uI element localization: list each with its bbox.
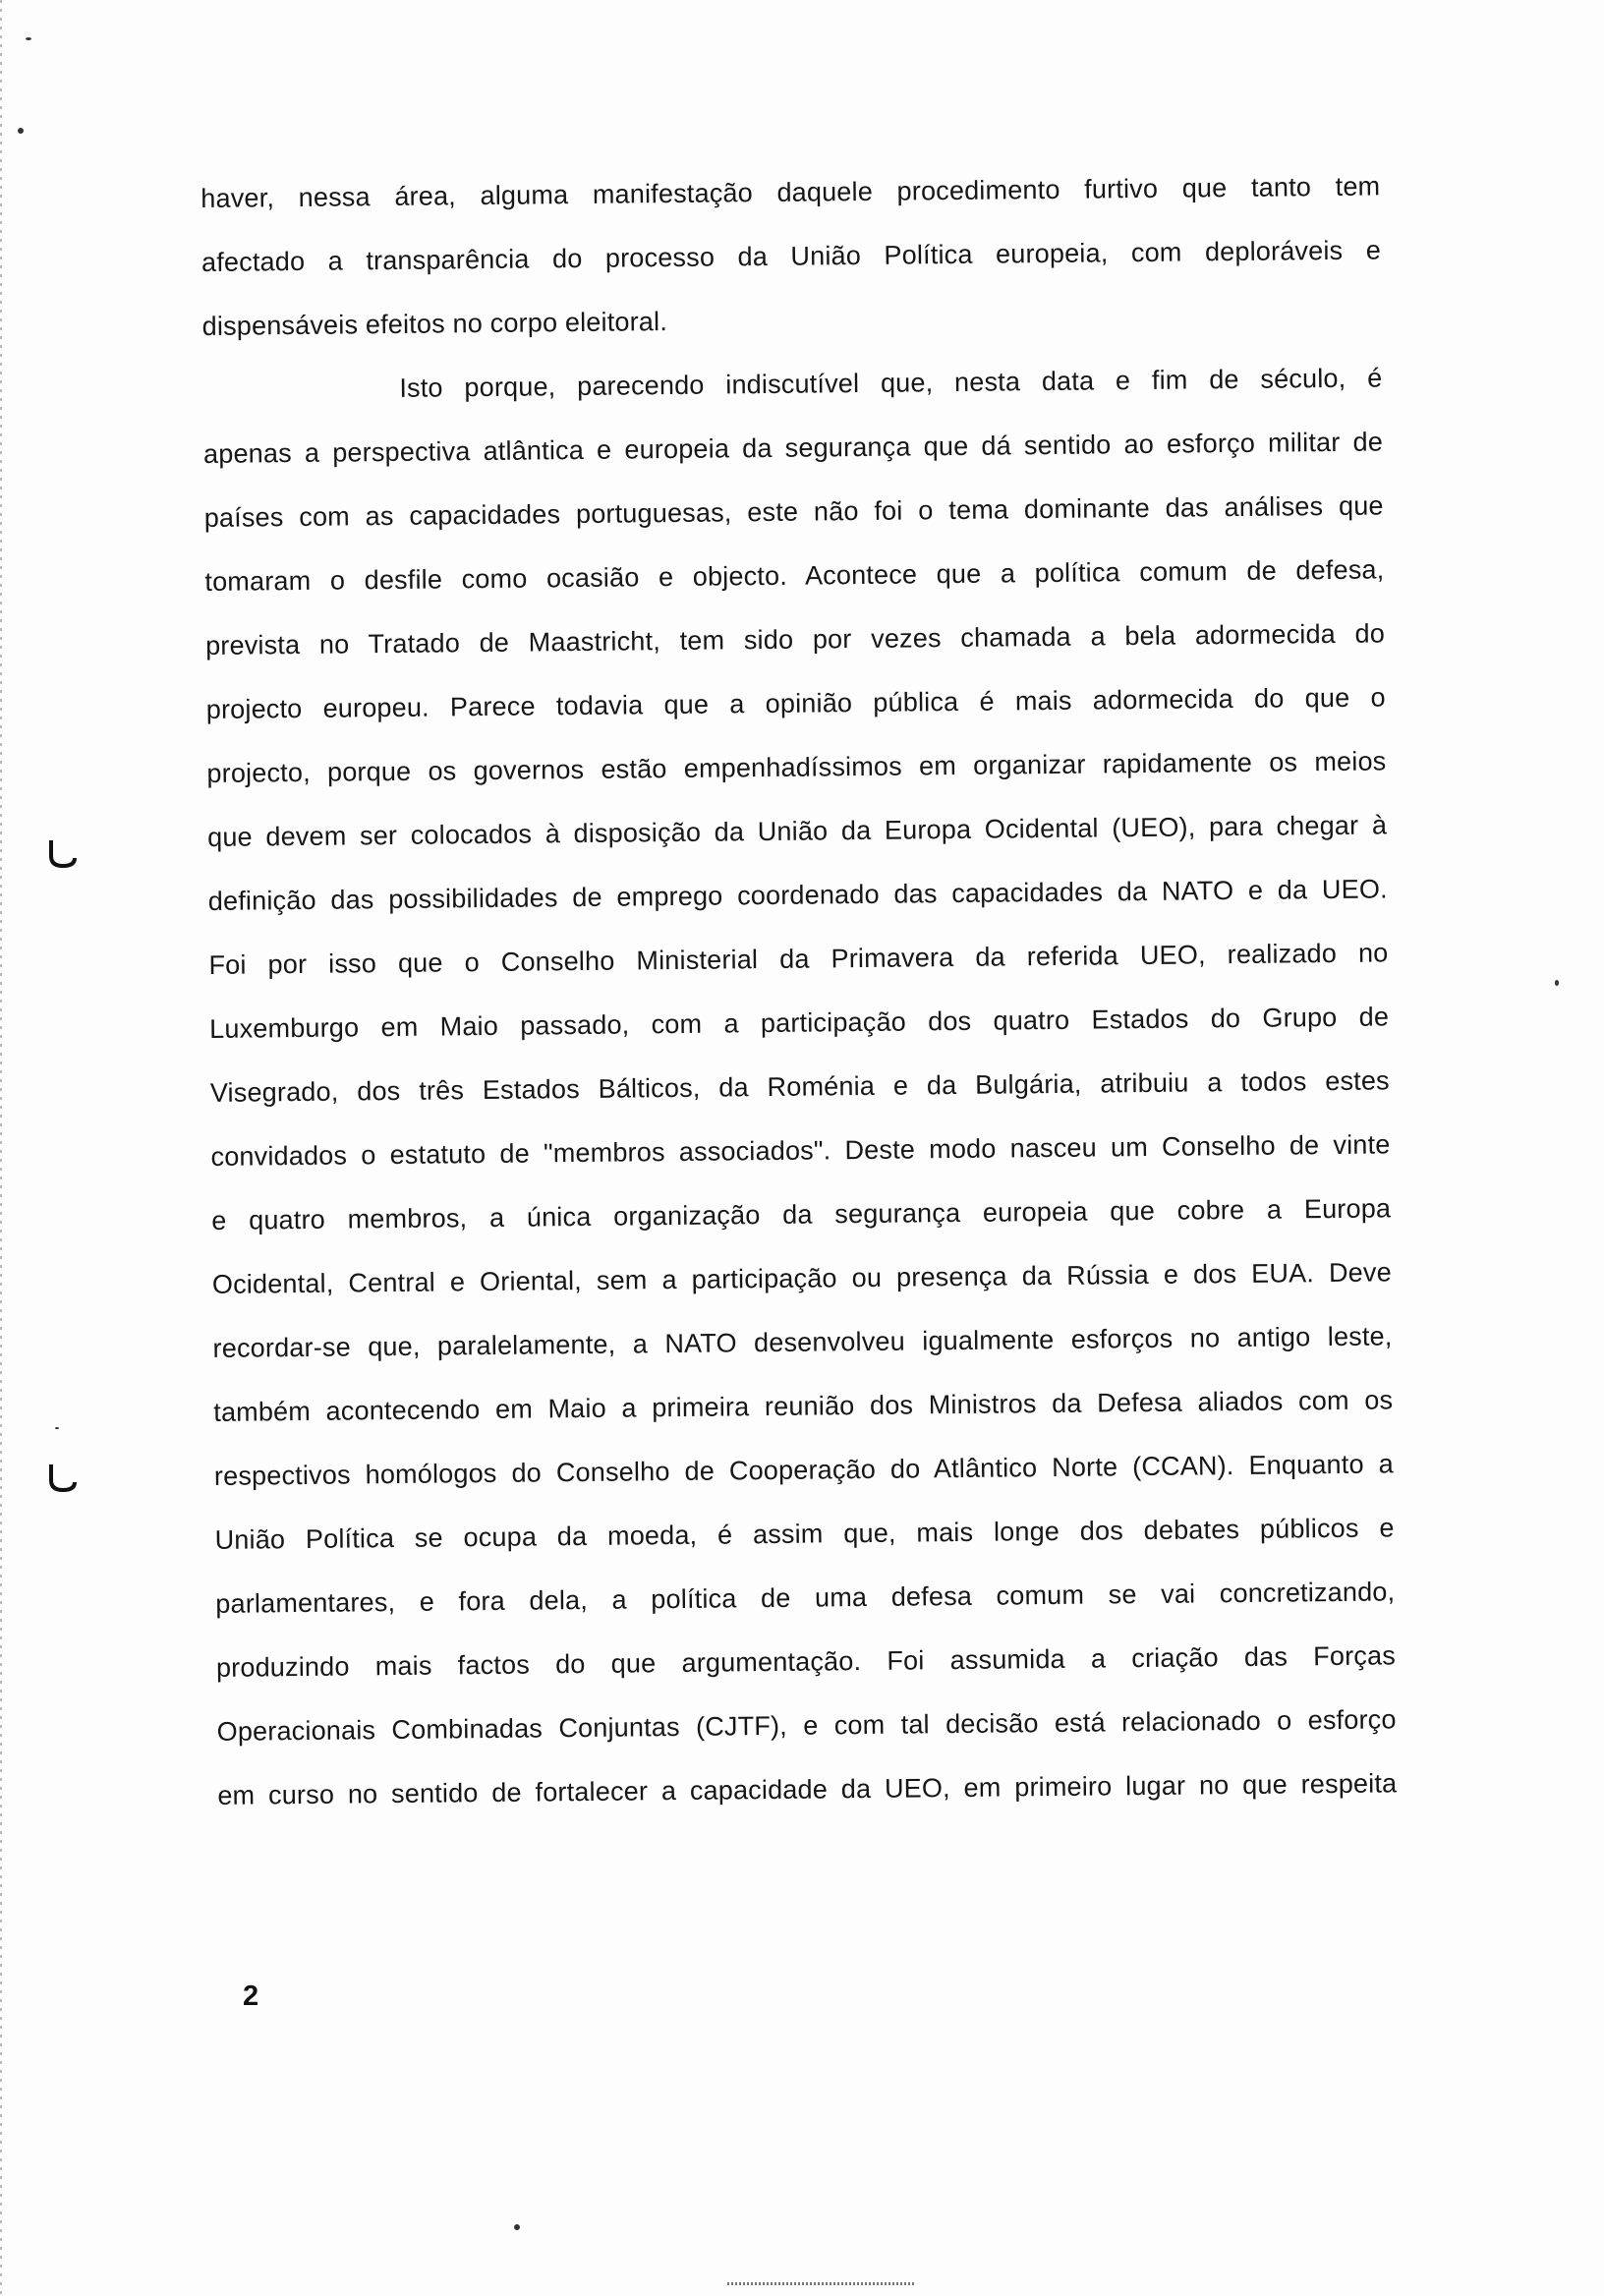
text-line: convidados o estatuto de "membros associados". Deste modo nasceu um Conselho de vinte [210,1129,1391,1172]
punch-hole-mark-upper [43,836,83,872]
text-line: e quatro membros, a única organização da segurança europeia que cobre a Europa [211,1193,1392,1235]
page-number: 2 [243,1980,259,2012]
text-line: países com as capacidades portuguesas, este não foi o tema dominante das análises que [203,490,1384,533]
text-line: produzindo mais factos do que argumentação. Foi assumida a criação das Forças [215,1640,1397,1683]
text-line: Foi por isso que o Conselho Ministerial da Primavera da referida UEO, realizado no [208,938,1389,980]
scan-edge-border [0,0,2,2296]
text-line: prevista no Tratado de Maastricht, tem sido por vezes chamada a bela adormecida do [204,618,1386,660]
text-line: apenas a perspectiva atlântica e europeia da segurança que dá sentido ao esforço militar de [202,427,1384,469]
speck-left-margin [55,1427,59,1429]
speck-top-left [18,128,24,134]
text-line: União Política se ocupa da moeda, é assim que, mais longe dos debates públicos e [214,1513,1395,1555]
text-line: que devem ser colocados à disposição da União da Europa Ocidental (UEO), para chegar à [206,810,1388,852]
text-line: Luxemburgo em Maio passado, com a participação dos quatro Estados do Grupo de [209,1002,1390,1044]
speck-top-margin [26,37,31,40]
text-line: dispensáveis efeitos no corpo eleitoral. [201,307,668,341]
text-line: parlamentares, e fora dela, a política de uma defesa comum se vai concretizando, [215,1577,1396,1619]
text-line: também acontecendo em Maio a primeira reunião dos Ministros da Defesa aliados com os [213,1385,1394,1427]
text-line: projecto, porque os governos estão empenhadíssimos em organizar rapidamente os meios [206,746,1387,788]
body-text [200,154,1398,1827]
text-line: definição das possibilidades de emprego coordenado das capacidades da NATO e da UEO. [207,874,1388,916]
text-line: respectivos homólogos do Conselho de Cooperação do Atlântico Norte (CCAN). Enquanto a [213,1449,1395,1491]
scan-artifact-bottom [727,2282,914,2285]
speck-bottom [514,2224,520,2230]
text-line: Ocidental, Central e Oriental, sem a participação ou presença da Rússia e dos EUA. Deve [211,1257,1392,1299]
text-line: recordar-se que, paralelamente, a NATO desenvolveu igualmente esforços no antigo leste, [212,1321,1393,1363]
paragraph-start-line: Isto porque, parecendo indiscutível que, nesta data e fim de século, é [399,363,1383,403]
punch-hole-mark-lower [43,1461,83,1496]
text-line: tomaram o desfile como ocasião e objecto. Acontece que a política comum de defesa, [204,554,1385,597]
text-line: afectado a transparência do processo da União Política europeia, com deploráveis e [200,235,1382,277]
speck-right-margin [1555,980,1559,986]
text-line: haver, nessa área, alguma manifestação daquele procedimento furtivo que tanto tem [200,171,1381,213]
text-line: projecto europeu. Parece todavia que a opinião pública é mais adormecida do que o [205,682,1386,724]
text-line: Visegrado, dos três Estados Bálticos, da Roménia e da Bulgária, atribuiu a todos estes [209,1065,1390,1108]
text-line: em curso no sentido de fortalecer a capacidade da UEO, em primeiro lugar no que respeita [217,1768,1398,1810]
text-line: Operacionais Combinadas Conjuntas (CJTF), e com tal decisão está relacionado o esforço [216,1704,1397,1747]
